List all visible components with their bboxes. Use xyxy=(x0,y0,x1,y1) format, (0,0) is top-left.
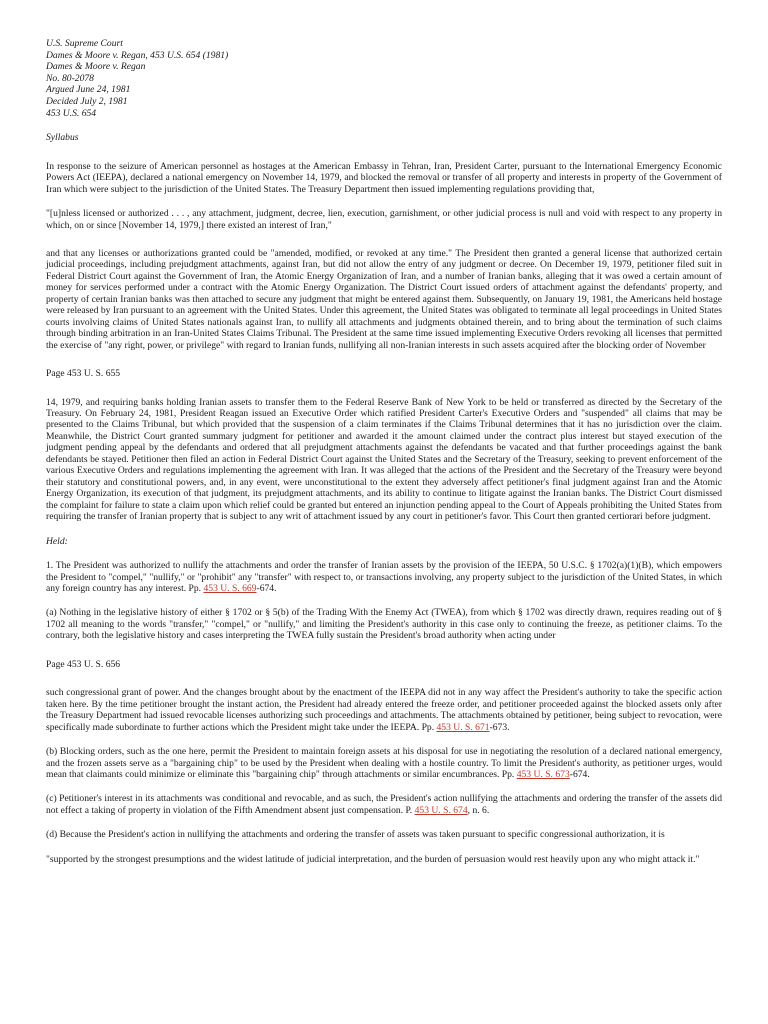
holding-1a-continued xyxy=(46,687,722,733)
docket-number: No. 80-2078 xyxy=(46,72,94,84)
argued-date: Argued June 24, 1981 xyxy=(46,84,131,96)
holding-1c xyxy=(46,793,722,816)
citation-link-669[interactable]: 453 U. S. 669 xyxy=(203,583,257,595)
citation-link-671[interactable]: 453 U. S. 671 xyxy=(436,721,490,733)
decided-date: Decided July 2, 1981 xyxy=(46,95,128,107)
holding-1c-tail: , n. 6. xyxy=(467,804,490,816)
syllabus-paragraph-facts: and that any licenses or authorizations granted could be "amended, modified, or revoked at any time." The President then granted a general license that authorized certain judicial proceedings, including prejudgment attachments, against Iran, but did not allow the entry of any judgment or decree. On December 19, 1979, petitioner filed suit in Federal District Court against the Government of Iran, the Atomic Energy Organization of Iran, and a number of Iranian banks, alleging that it was owed a certain amount of money for services performed under a contract with the Atomic Energy Organization. The District Court issued orders of attachment against the defendants' property, and property of certain Iranian banks was then attached to secure any judgment that might be entered against them. Subsequently, on January 19, 1981, the Americans held hostage were released by Iran pursuant to an agreement with the United States. Under this agreement, the United States was obligated to terminate all legal proceedings in United States courts involving claims of United States nationals against Iran, to nullify all attachments and judgments obtained therein, and to bring about the termination of such claims through binding arbitration in an Iran-United States Claims Tribunal. The President at the same time issued implementing Executive Orders revoking all licenses that permitted the exercise of "any right, power, or privilege" with regard to Iranian funds, nullifying all non-Iranian interests in such assets acquired after the blocking order of November xyxy=(46,248,722,351)
case-header xyxy=(46,38,722,119)
page-marker-656: Page 453 U. S. 656 xyxy=(46,658,121,670)
reporter-cite: 453 U.S. 654 xyxy=(46,107,97,119)
holding-1c-text: (c) Petitioner's interest in its attachments was conditional and revocable, and as such, the President's action nullifying the attachments and ordering the transfer of the assets did not effect a taking of property in violation of the Fifth Amendment absent just compensation. P. xyxy=(46,793,722,816)
page-marker-655: Page 453 U. S. 655 xyxy=(46,368,121,380)
presumption-quote: "supported by the strongest presumptions and the widest latitude of judicial interpretation, and the burden of persuasion would rest heavily upon any who might attack it." xyxy=(46,853,700,865)
holding-1b-text: (b) Blocking orders, such as the one here, permit the President to maintain foreign assets at his disposal for use in negotiating the resolution of a declared national emergency, and the frozen assets serve as a "bargaining chip" to be used by the President when dealing with a hostile country. To limit the President's authority, as petitioner urges, would mean that claimants could minimize or eliminate this "bargaining chip" through attachments or similar encumbrances. Pp. xyxy=(46,746,722,781)
case-name: Dames & Moore v. Regan xyxy=(46,61,146,73)
holding-1-text: 1. The President was authorized to nullify the attachments and order the transfer of Iranian assets by the provision of the IEEPA, 50 U.S.C. § 1702(a)(1)(B), which empowers the President to "compel," "nullify," or "prohibit" any "transfer" with respect to, or transactions involving, any property subject to the jurisdiction of the United States, in which any foreign country has any interest. Pp. xyxy=(46,560,722,595)
held-heading: Held: xyxy=(46,535,68,547)
case-citation: Dames & Moore v. Regan, 453 U.S. 654 (1981) xyxy=(46,49,229,61)
citation-link-674[interactable]: 453 U. S. 674 xyxy=(414,804,468,816)
holding-1 xyxy=(46,560,722,594)
syllabus-paragraph-procedure: 14, 1979, and requiring banks holding Iranian assets to transfer them to the Federal Reserve Bank of New York to be held or transferred as directed by the Secretary of the Treasury. On February 24, 1981, President Reagan issued an Executive Order which ratified President Carter's Executive Orders and "suspended" all claims that may be presented to the Claims Tribunal, but which provided that the suspension of a claim terminates if the Claims Tribunal determines that it has no jurisdiction over the claim. Meanwhile, the District Court granted summary judgment for petitioner and awarded it the amount claimed under the contract plus interest but stayed execution of the judgment pending appeal by the defendants and ordered that all prejudgment attachments against the defendants be vacated and that further proceedings against the bank defendants be stayed. Petitioner then filed an action in Federal District Court against the United States and the Secretary of the Treasury, seeking to prevent enforcement of the various Executive Orders and regulations implementing the agreement with Iran. It was alleged that the actions of the President and the Secretary of the Treasury were beyond their statutory and constitutional powers, and, in any event, were unconstitutional to the extent they adversely affect petitioner's final judgment against Iran and the Atomic Energy Organization, its execution of that judgment, its prejudgment attachments, and its ability to continue to litigate against the Iranian banks. The District Court dismissed the complaint for failure to state a claim upon which relief could be granted but entered an injunction pending appeal to the Court of Appeals prohibiting the United States from requiring the transfer of Iranian property that is subject to any writ of attachment issued by any court in petitioner's favor. This Court then granted certiorari before judgment. xyxy=(46,396,722,523)
holding-1a-cont-tail: -673. xyxy=(489,721,510,733)
court-name: U.S. Supreme Court xyxy=(46,38,123,49)
holding-1d: (d) Because the President's action in nullifying the attachments and ordering the transfer of assets was taken pursuant to specific congressional authorization, it is xyxy=(46,829,665,841)
holding-1a: (a) Nothing in the legislative history of either § 1702 or § 5(b) of the Trading With the Enemy Act (TWEA), from which § 1702 was directly drawn, requires reading out of § 1702 all meaning to the words "transfer," "compel," or "nullify," and limiting the President's authority in this case only to continuing the freeze, as petitioner claims. To the contrary, both the legislative history and cases interpreting the TWEA fully sustain the President's broad authority when acting under xyxy=(46,607,722,642)
holding-1b-tail: -674. xyxy=(569,769,590,781)
syllabus-heading: Syllabus xyxy=(46,132,79,144)
holding-1b xyxy=(46,746,722,780)
syllabus-paragraph-intro: In response to the seizure of American personnel as hostages at the American Embassy in Tehran, Iran, President Carter, pursuant to the International Emergency Economic Powers Act (IEEPA), declared a national emergency on November 14, 1979, and blocked the removal or transfer of all property and interests in property of the Government of Iran which were subject to the jurisdiction of the United States. The Treasury Department then issued implementing regulations providing that, xyxy=(46,160,722,195)
holding-1-tail: -674. xyxy=(256,583,277,595)
citation-link-673[interactable]: 453 U. S. 673 xyxy=(516,769,570,781)
holding-1a-cont-text: such congressional grant of power. And the changes brought about by the enactment of the IEEPA did not in any way affect the President's authority to take the specific action taken here. By the time petitioner brought the instant action, the President had already entered the freeze order, and petitioner proceeded against the blocked assets only after the Treasury Department had issued revocable licenses authorizing such proceedings and attachments. The attachments obtained by petitioner, being subject to revocation, were specifically made subordinate to further actions which the President might take under the IEEPA. Pp. xyxy=(46,687,722,733)
regulation-quote: "[u]nless licensed or authorized . . . , any attachment, judgment, decree, lien, execution, garnishment, or other judicial process is null and void with respect to any property in which, on or since [November 14, 1979,] there existed an interest of Iran," xyxy=(46,208,722,231)
